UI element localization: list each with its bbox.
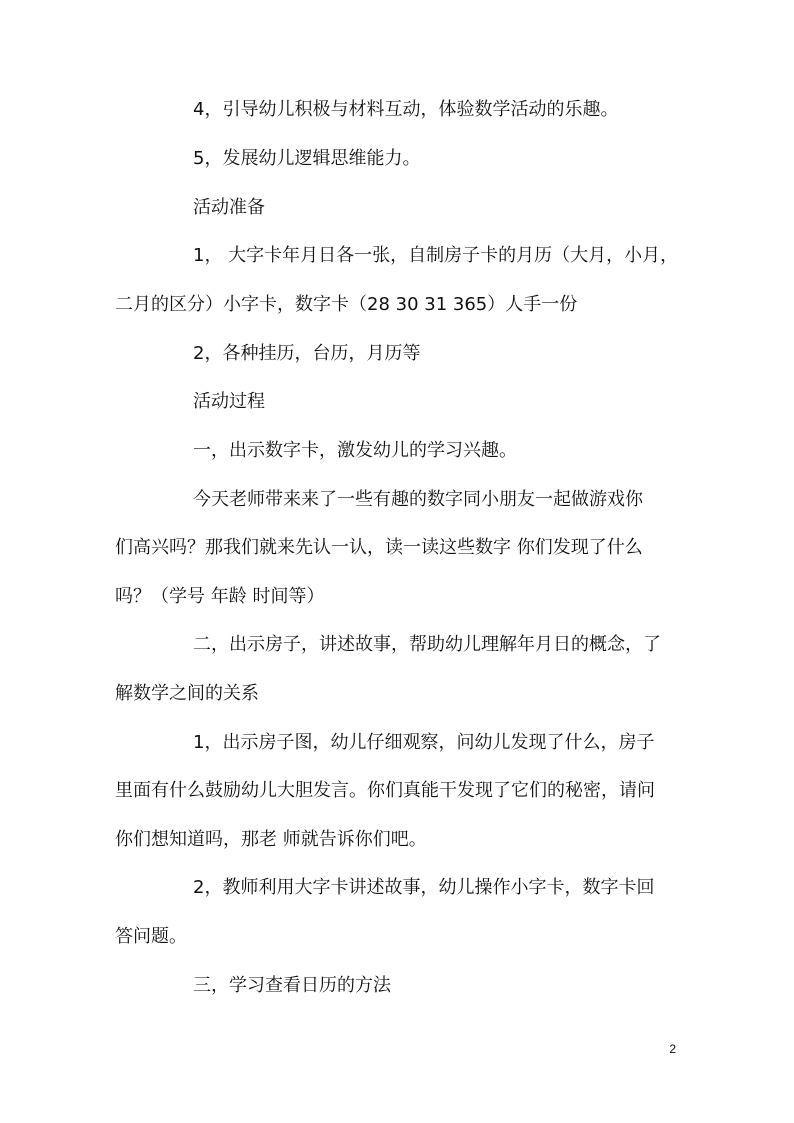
text-line: 今天老师带来来了一些有趣的数字同小朋友一起做游戏你 bbox=[193, 489, 643, 510]
text-line: 5，发展幼儿逻辑思维能力。 bbox=[193, 148, 421, 169]
text-line: 你们想知道吗，那老 师就告诉你们吧。 bbox=[115, 829, 427, 850]
text-line: 解数学之间的关系 bbox=[115, 683, 259, 704]
text-line: 答问题。 bbox=[115, 926, 187, 947]
text-line: 2，教师利用大字卡讲述故事，幼儿操作小字卡，数字卡回 bbox=[193, 877, 655, 898]
text-line: 里面有什么鼓励幼儿大胆发言。你们真能干发现了它们的秘密，请问 bbox=[115, 780, 655, 801]
text-line: 吗？（学号 年龄 时间等） bbox=[115, 586, 325, 607]
text-line: 4，引导幼儿积极与材料互动，体验数学活动的乐趣。 bbox=[193, 99, 619, 120]
text-line: 们高兴吗？那我们就来先认一认，读一读这些数字 你们发现了什么 bbox=[115, 537, 643, 558]
page-number: 2 bbox=[669, 1042, 676, 1056]
text-line: 二月的区分）小字卡，数字卡（28 30 31 365）人手一份 bbox=[115, 294, 578, 315]
section-heading: 活动准备 bbox=[193, 197, 265, 218]
text-line: 1，出示房子图，幼儿仔细观察，问幼儿发现了什么，房子 bbox=[193, 732, 655, 753]
section-heading: 活动过程 bbox=[193, 391, 265, 412]
text-line: 三，学习查看日历的方法 bbox=[193, 975, 391, 996]
text-line: 二，出示房子，讲述故事，帮助幼儿理解年月日的概念，了 bbox=[193, 634, 661, 655]
text-line: 一，出示数字卡，激发幼儿的学习兴趣。 bbox=[193, 440, 517, 461]
text-line: 1， 大字卡年月日各一张，自制房子卡的月历（大月，小月， bbox=[193, 245, 679, 266]
text-line: 2，各种挂历，台历，月历等 bbox=[193, 343, 421, 364]
